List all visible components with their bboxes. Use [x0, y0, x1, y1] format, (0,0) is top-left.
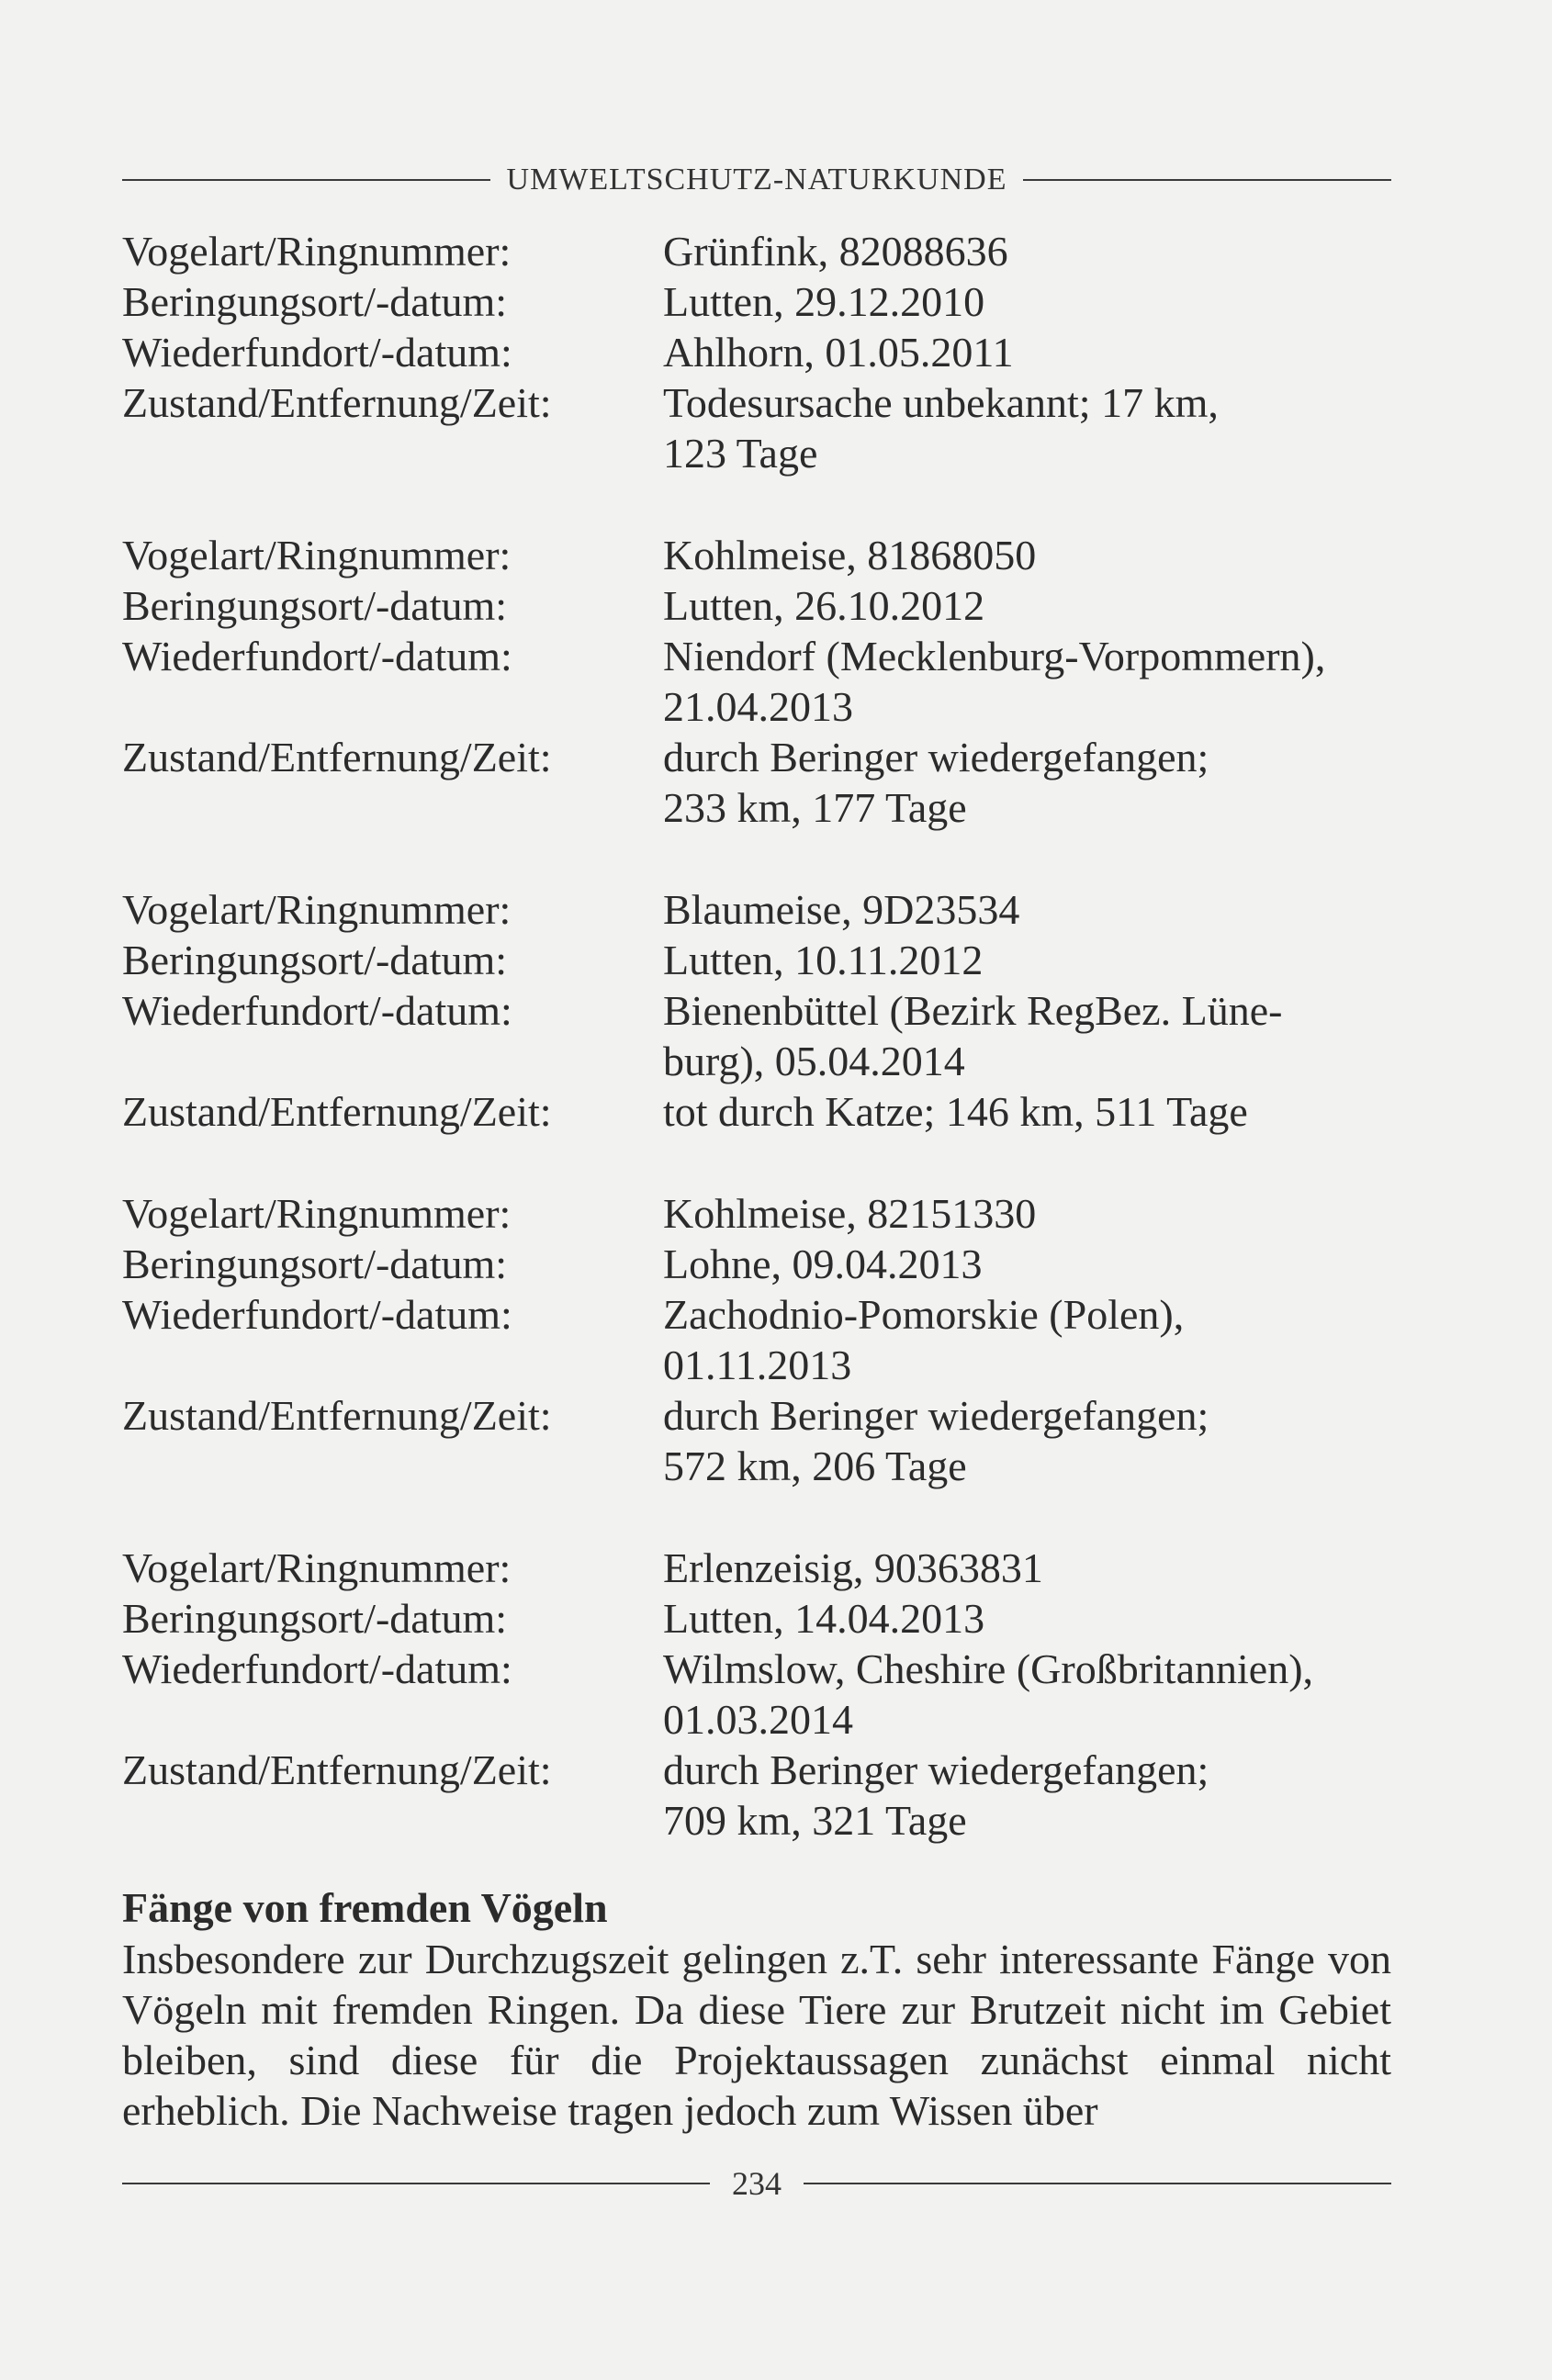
species-row — [122, 226, 1391, 276]
recovery-value — [663, 631, 1379, 732]
ringing-row — [122, 1239, 1391, 1289]
status-line: durch Beringer wiedergefangen; — [663, 1392, 1209, 1439]
running-header — [122, 154, 1391, 206]
ringing-value: Lutten, 29.12.2010 — [663, 278, 985, 325]
status-label: Zustand/Entfernung/Zeit: — [122, 1088, 552, 1135]
recovery-row — [122, 1289, 1391, 1390]
footer-rule-left — [122, 2183, 710, 2184]
species-row — [122, 1188, 1391, 1239]
recovery-row — [122, 1644, 1391, 1745]
recovery-label: Wiederfundort/-datum: — [122, 1291, 512, 1338]
status-value — [663, 1086, 1379, 1137]
ringing-value: Lohne, 09.04.2013 — [663, 1241, 983, 1287]
ringing-label: Beringungsort/-datum: — [122, 278, 508, 325]
status-line: durch Beringer wiedergefangen; — [663, 734, 1209, 780]
recovery-row — [122, 985, 1391, 1086]
recovery-value — [663, 1289, 1379, 1390]
status-row — [122, 377, 1391, 478]
ringing-record — [122, 1543, 1391, 1846]
recovery-line: Ahlhorn, 01.05.2011 — [663, 329, 1014, 376]
running-header-title: UMWELTSCHUTZ-NATURKUNDE — [506, 163, 1007, 196]
species-label: Vogelart/Ringnummer: — [122, 1190, 512, 1237]
status-label: Zustand/Entfernung/Zeit: — [122, 379, 552, 426]
recovery-value — [663, 1644, 1379, 1745]
recovery-label: Wiederfundort/-datum: — [122, 329, 512, 376]
ringing-value: Lutten, 10.11.2012 — [663, 937, 984, 983]
recovery-line: burg), 05.04.2014 — [663, 1038, 965, 1084]
status-row — [122, 1086, 1391, 1137]
recovery-line: Zachodnio-Pomorskie (Polen), — [663, 1291, 1185, 1338]
ringing-row — [122, 580, 1391, 631]
recovery-value — [663, 327, 1379, 377]
species-value: Blaumeise, 9D23534 — [663, 886, 1020, 933]
status-line: durch Beringer wiedergefangen; — [663, 1746, 1209, 1793]
status-line: Todesursache unbekannt; 17 km, — [663, 379, 1219, 426]
recovery-row — [122, 631, 1391, 732]
recovery-line: 01.11.2013 — [663, 1342, 852, 1388]
section-body-text: Insbesondere zur Durchzugszeit gelingen z.T. sehr interessante Fänge von Vögeln mit fremden Ringen. Da diese Tiere zur Brutzeit nicht im Gebiet bleiben, sind diese für die Projektaussagen zunächst einmal nicht erheblich. Die Nachweise tragen jedoch zum Wissen über — [122, 1936, 1391, 2134]
recovery-line: Niendorf (Mecklenburg-Vorpommern), — [663, 633, 1326, 679]
species-value: Grünfink, 82088636 — [663, 228, 1008, 275]
recovery-label: Wiederfundort/-datum: — [122, 633, 512, 679]
ringing-row — [122, 276, 1391, 327]
ringing-record — [122, 226, 1391, 478]
recovery-line: Wilmslow, Cheshire (Großbritannien), — [663, 1645, 1314, 1692]
recovery-value — [663, 985, 1379, 1086]
ringing-label: Beringungsort/-datum: — [122, 582, 508, 629]
ringing-record — [122, 530, 1391, 833]
ringing-row — [122, 1593, 1391, 1644]
species-value: Kohlmeise, 81868050 — [663, 532, 1037, 578]
status-label: Zustand/Entfernung/Zeit: — [122, 734, 552, 780]
page-number: 234 — [732, 2165, 782, 2202]
status-line: 233 km, 177 Tage — [663, 784, 967, 831]
status-value — [663, 377, 1379, 478]
ringing-label: Beringungsort/-datum: — [122, 937, 508, 983]
species-row — [122, 1543, 1391, 1593]
recovery-label: Wiederfundort/-datum: — [122, 1645, 512, 1692]
species-row — [122, 884, 1391, 935]
footer-rule-right — [804, 2183, 1391, 2184]
status-value — [663, 1390, 1379, 1491]
header-rule-left — [122, 179, 490, 181]
ringing-record — [122, 1188, 1391, 1491]
status-row — [122, 1390, 1391, 1491]
ringing-value: Lutten, 14.04.2013 — [663, 1595, 985, 1642]
ringing-label: Beringungsort/-datum: — [122, 1595, 508, 1642]
species-value: Erlenzeisig, 90363831 — [663, 1544, 1043, 1591]
status-value — [663, 732, 1379, 833]
foreign-birds-section — [122, 1882, 1391, 2136]
status-line: tot durch Katze; 146 km, 511 Tage — [663, 1088, 1248, 1135]
species-value: Kohlmeise, 82151330 — [663, 1190, 1037, 1237]
status-value — [663, 1745, 1379, 1846]
ringing-label: Beringungsort/-datum: — [122, 1241, 508, 1287]
status-line: 709 km, 321 Tage — [663, 1797, 967, 1844]
species-row — [122, 530, 1391, 580]
species-label: Vogelart/Ringnummer: — [122, 532, 512, 578]
header-rule-right — [1023, 179, 1391, 181]
ringing-value: Lutten, 26.10.2012 — [663, 582, 985, 629]
recovery-line: 01.03.2014 — [663, 1696, 853, 1743]
recovery-line: 21.04.2013 — [663, 683, 853, 730]
recovery-label: Wiederfundort/-datum: — [122, 987, 512, 1034]
ringing-records — [122, 226, 1391, 1897]
section-heading: Fänge von fremden Vögeln — [122, 1884, 608, 1931]
recovery-line: Bienenbüttel (Bezirk RegBez. Lüne- — [663, 987, 1283, 1034]
species-label: Vogelart/Ringnummer: — [122, 228, 512, 275]
ringing-row — [122, 935, 1391, 985]
status-row — [122, 732, 1391, 833]
status-row — [122, 1745, 1391, 1846]
species-label: Vogelart/Ringnummer: — [122, 886, 512, 933]
status-line: 123 Tage — [663, 430, 818, 477]
species-label: Vogelart/Ringnummer: — [122, 1544, 512, 1591]
running-footer — [122, 2161, 1391, 2206]
recovery-row — [122, 327, 1391, 377]
status-label: Zustand/Entfernung/Zeit: — [122, 1392, 552, 1439]
status-label: Zustand/Entfernung/Zeit: — [122, 1746, 552, 1793]
status-line: 572 km, 206 Tage — [663, 1443, 967, 1489]
ringing-record — [122, 884, 1391, 1137]
